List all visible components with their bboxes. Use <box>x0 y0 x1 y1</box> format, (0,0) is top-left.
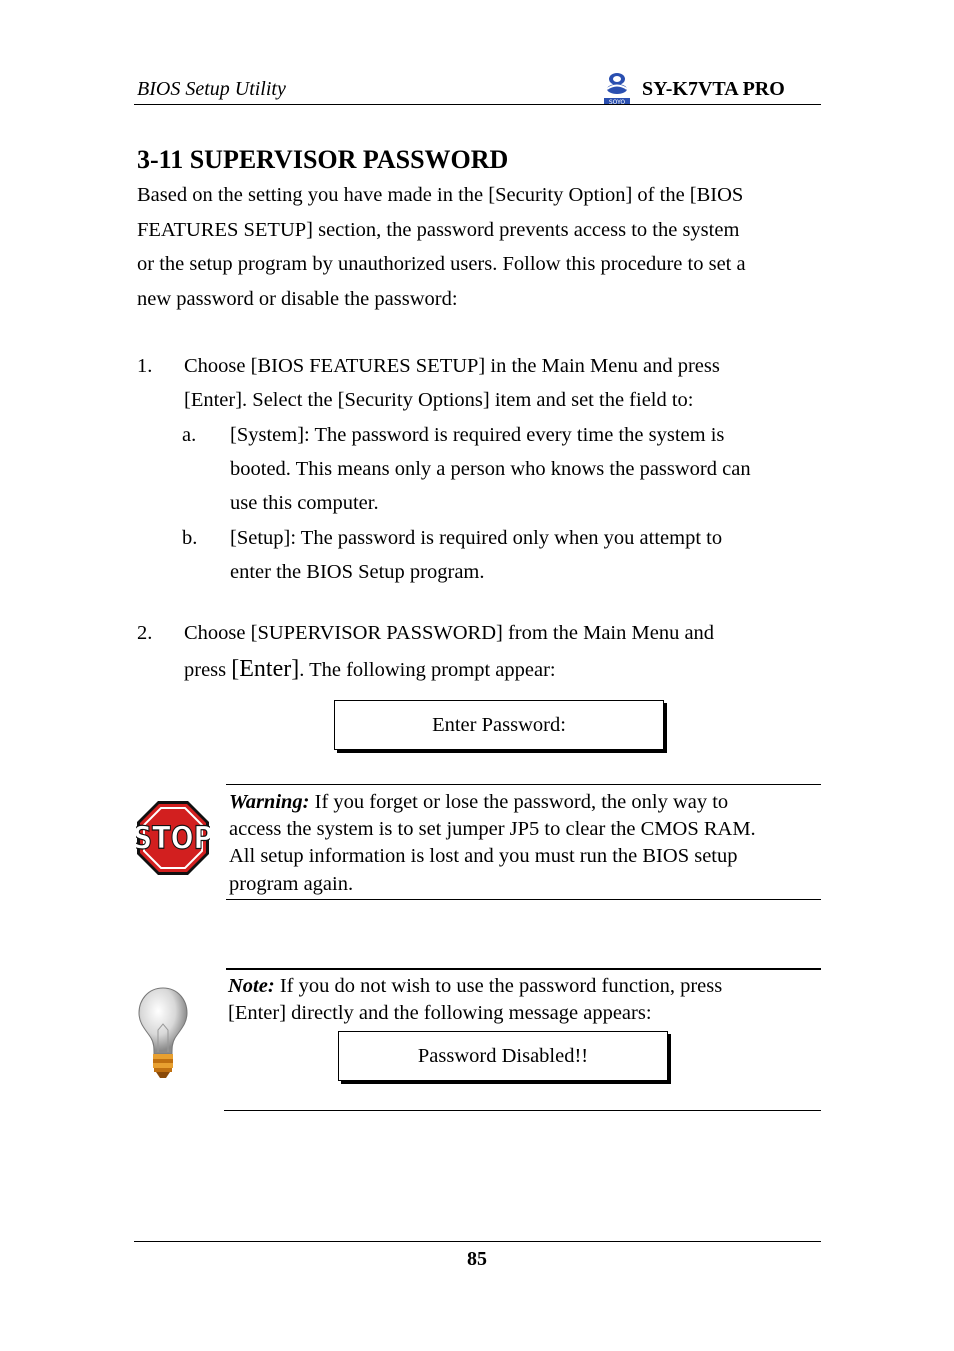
warning-line: access the system is to set jumper JP5 to clear the CMOS RAM. <box>229 818 756 840</box>
light-bulb-icon <box>136 986 190 1080</box>
enter-password-prompt: Enter Password: <box>334 700 664 750</box>
note-line <box>228 973 722 1001</box>
warning-text: If you forget or lose the password, the only way to <box>309 791 729 813</box>
note-line: [Enter] directly and the following message appears: <box>228 1002 652 1024</box>
warning-bottom-rule <box>226 899 821 900</box>
step-line: Choose [SUPERVISOR PASSWORD] from the Main Menu and <box>184 622 715 644</box>
subitem-letter: b. <box>182 527 198 549</box>
note-text: If you do not wish to use the password function, press <box>274 975 723 997</box>
step-number: 1. <box>137 355 153 377</box>
intro-paragraph <box>137 178 827 316</box>
page-number: 85 <box>467 1248 487 1270</box>
enter-key-label: [Enter] <box>231 656 300 682</box>
warning-line <box>229 789 728 817</box>
step-line: [Enter]. Select the [Security Options] item and set the field to: <box>184 389 694 411</box>
warning-line: All setup information is lost and you must run the BIOS setup <box>229 845 738 867</box>
svg-text:STOP: STOP <box>136 819 210 856</box>
warning-label: Warning: <box>229 791 310 813</box>
step-line: Choose [BIOS FEATURES SETUP] in the Main Menu and press <box>184 355 720 377</box>
note-label: Note: <box>228 975 275 997</box>
step-line-prefix: press <box>184 659 232 681</box>
subitem-line: use this computer. <box>230 492 379 514</box>
header-model: SY-K7VTA PRO <box>642 78 785 100</box>
step-line-suffix: . The following prompt appear: <box>299 659 556 681</box>
subitem-line: [Setup]: The password is required only when you attempt to <box>230 527 723 549</box>
subitem-line: [System]: The password is required every time the system is <box>230 424 725 446</box>
soyo-logo-icon <box>600 70 634 106</box>
note-top-rule <box>226 968 821 970</box>
stop-sign-icon <box>136 800 210 876</box>
step-line <box>184 656 556 683</box>
header-rule <box>134 104 821 105</box>
note-bottom-rule <box>224 1110 821 1111</box>
subitem-letter: a. <box>182 424 197 446</box>
password-disabled-message: Password Disabled!! <box>338 1031 668 1081</box>
header-title: BIOS Setup Utility <box>137 78 286 100</box>
warning-top-rule <box>226 784 821 785</box>
intro-line: new password or disable the password: <box>137 287 458 310</box>
intro-line: or the setup program by unauthorized users. Follow this procedure to set a <box>137 253 746 275</box>
subitem-line: booted. This means only a person who knows the password can <box>230 458 751 480</box>
intro-line: FEATURES SETUP] section, the password prevents access to the system <box>137 218 740 241</box>
svg-text:SOYO: SOYO <box>608 99 626 106</box>
intro-line: Based on the setting you have made in the [Security Option] of the [BIOS <box>137 184 744 206</box>
subitem-line: enter the BIOS Setup program. <box>230 561 485 583</box>
warning-line: program again. <box>229 873 354 895</box>
step-number: 2. <box>137 622 153 644</box>
section-title: 3-11 SUPERVISOR PASSWORD <box>137 145 509 174</box>
footer-rule <box>134 1241 821 1242</box>
